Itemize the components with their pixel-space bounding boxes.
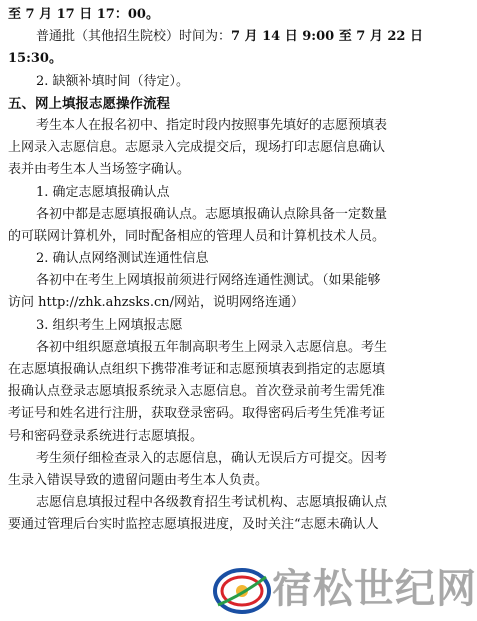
text-line-6: 考生本人在报名初中、指定时段内按照事先填好的志愿预填表 bbox=[36, 117, 388, 133]
text-line-3: 15:30。 bbox=[8, 51, 62, 67]
text-line-22: 生录入错误导致的遗留问题由考生本人负责。 bbox=[8, 472, 269, 488]
text-line-1: 至 7 月 17 日 17：00。 bbox=[8, 7, 159, 22]
text-line-4: 2. 缺额补填时间（待定）。 bbox=[36, 73, 190, 89]
text-line-23: 志愿信息填报过程中各级教育招生考试机构、志愿填报确认点 bbox=[36, 495, 388, 511]
watermark-text: 宿松世纪网 bbox=[272, 566, 477, 612]
text-line-16: 各初中组织愿意填报五年制高职考生上网录入志愿信息。考生 bbox=[36, 339, 388, 355]
text-line-9: 1. 确定志愿填报确认点 bbox=[36, 184, 170, 200]
text-line-15: 3. 组织考生上网填报志愿 bbox=[36, 317, 183, 333]
section-heading: 五、网上填报志愿操作流程 bbox=[8, 95, 170, 112]
text-line-13: 各初中在考生上网填报前须进行网络连通性测试。（如果能够 bbox=[36, 273, 381, 289]
text-line-2-b: 7 月 14 日 9:00 至 7 月 22 日 bbox=[231, 29, 423, 45]
text-line-24: 要通过管理后台实时监控志愿填报进度，及时关注“志愿未确认人 bbox=[8, 517, 379, 533]
text-line-10: 各初中都是志愿填报确认点。志愿填报确认点除具备一定数量 bbox=[36, 206, 388, 222]
text-line-2-a: 普通批（其他招生院校）时间为： bbox=[36, 29, 232, 45]
text-line-8: 表并由考生本人当场签字确认。 bbox=[8, 162, 191, 178]
text-line-21: 考生须仔细检查录入的志愿信息，确认无误后方可提交。因考 bbox=[36, 450, 388, 466]
text-line-17: 在志愿填报确认点组织下携带准考证和志愿预填表到指定的志愿填 bbox=[8, 362, 386, 377]
text-line-19: 考证号和姓名进行注册，获取登录密码。取得密码后考生凭准考证 bbox=[8, 406, 386, 422]
text-line-18: 报确认点登录志愿填报系统录入志愿信息。首次登录前考生需凭准 bbox=[8, 384, 386, 400]
text-line-14: 访问 http://zhk.ahzsks.cn/网站，说明网络连通） bbox=[8, 295, 305, 311]
text-line-20: 号和密码登录系统进行志愿填报。 bbox=[8, 428, 204, 444]
text-line-7: 上网录入志愿信息。志愿录入完成提交后，现场打印志愿信息确认 bbox=[8, 140, 386, 156]
text-line-11: 的可联网计算机外，同时配备相应的管理人员和计算机技术人员。 bbox=[8, 228, 386, 244]
text-line-12: 2. 确认点网络测试连通性信息 bbox=[36, 251, 209, 267]
text-line-2 bbox=[8, 26, 438, 48]
